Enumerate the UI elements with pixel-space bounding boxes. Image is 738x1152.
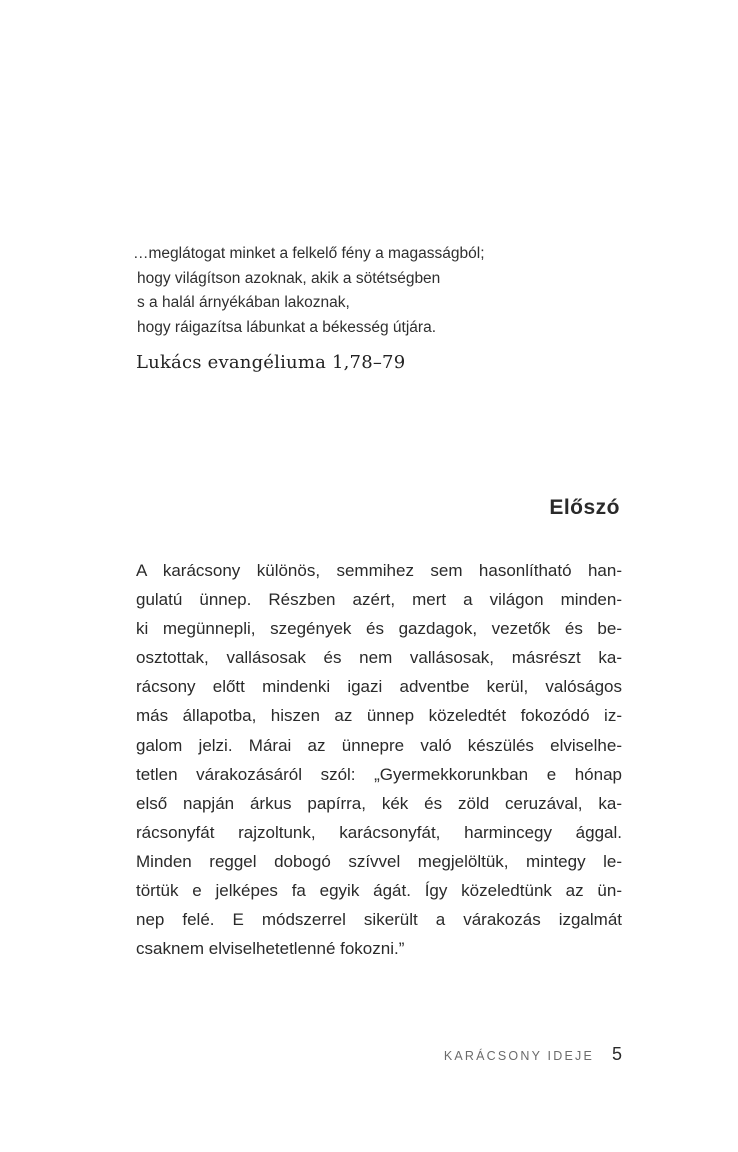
body-line: Minden reggel dobogó szívvel megjelöltük, mintegy le- — [136, 851, 622, 871]
body-line: más állapotba, hiszen az ünnep közeledtét fokozódó iz- — [136, 706, 622, 726]
body-line: A karácsony különös, semmihez sem hasonlítható han- — [136, 561, 622, 580]
body-line: csaknem elviselhetetlenné fokozni.” — [136, 939, 405, 959]
body-line: rácsonyfát rajzoltunk, karácsonyfát, harmincegy ággal. — [136, 822, 622, 842]
page-number: 5 — [611, 1044, 622, 1064]
body-line: galom jelzi. Márai az ünnepre való készülés elviselhe- — [136, 735, 622, 755]
epigraph-source: Lukács evangéliuma 1,78–79 — [136, 352, 406, 373]
body-line: nep felé. E módszerrel sikerült a várakozás izgalmát — [136, 910, 622, 930]
body-line: első napján árkus papírra, kék és zöld ceruzával, ka- — [136, 793, 622, 813]
running-head: KARÁCSONY IDEJE — [443, 1049, 594, 1063]
body-line: rácsony előtt mindenki igazi adventbe kerül, valóságos — [136, 677, 622, 697]
epigraph-line: hogy világítson azoknak, akik a sötétségben — [137, 269, 441, 287]
body-line: gulatú ünnep. Részben azért, mert a világon minden- — [136, 590, 622, 610]
epigraph — [133, 242, 573, 373]
body-paragraph — [136, 556, 622, 963]
epigraph-line: hogy ráigazítsa lábunkat a békesség útjára. — [137, 318, 436, 336]
body-line: törtük e jelképes fa egyik ágát. Így közeledtünk az ün- — [136, 881, 622, 901]
body-line: tetlen várakozásáról szól: „Gyermekkorunkban e hónap — [136, 764, 622, 784]
body-line: ki megünnepli, szegények és gazdagok, vezetők és be- — [136, 619, 622, 639]
epigraph-line: s a halál árnyékában lakoznak, — [137, 294, 350, 311]
chapter-title: Előszó — [549, 496, 620, 519]
page-footer — [444, 1044, 622, 1065]
epigraph-line: …meglátogat minket a felkelő fény a magasságból; — [133, 245, 485, 262]
body-line: osztottak, vallásosak és nem vallásosak, másrészt ka- — [136, 648, 622, 668]
